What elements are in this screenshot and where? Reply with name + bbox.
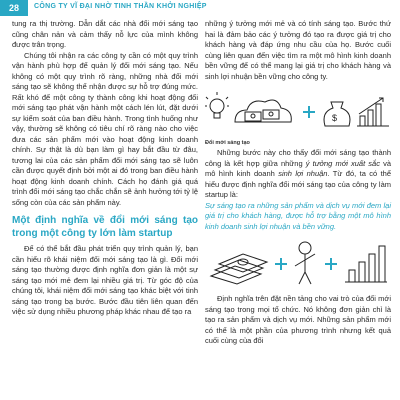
svg-text:$: $ (332, 113, 338, 123)
page-header (0, 0, 400, 19)
paragraph: tung ra thị trường. Dẫn dắt các nhà đổi mới sáng tạo cũng chân nản và cảm thấy nỗ lực của mình không được trân trọng. (12, 19, 198, 49)
lightbulb-icon (205, 92, 229, 118)
figure-illustration (205, 88, 391, 134)
text: Những bước này cho thấy đổi mới sáng tạo thành công là kết hợp giữa những (205, 148, 391, 168)
emphasis: bền vững (302, 221, 334, 231)
paragraph: Chúng tôi nhận ra các công ty cần có một quy trình vận hành phù hợp để quản lý đổi mới sáng tạo. Nếu không có một quy trình rõ ràng, những nhà đổi mới sáng tạo sẽ không thể nhận được sự hỗ trợ đúng mức. Rất khó để một công ty thành công khi hoạt động đổi mới sáng tạo phát vận hành một cách lén lút, đặt dưới sự kiểm soát của ban điều hành. Trong tình huống như vậy, thường sẽ không có tiêu chí rõ ràng nào cho việc đưa các sản phẩm mới vào hoạt động kinh doanh chính. Sự thật là dù bạn làm gì hay bắt đầu từ đâu, tương lai của các sản phẩm đổi mới sáng tạo sẽ luôn cần được quyết định bởi một ai đó trong ban điều hành hoạt động kinh doanh chính. Cách họ đánh giá quá trình đổi mới sáng tạo chắc chắn sẽ ảnh hưởng tới tỷ lệ sống còn của các sản phẩm này. (12, 50, 198, 207)
emphasis: sinh lợi nhuận (278, 169, 328, 178)
emphasis: ý tưởng mới xuất sắc (305, 158, 380, 168)
bar-chart-icon (357, 98, 389, 126)
text: . (334, 221, 337, 231)
paragraph (205, 148, 391, 201)
paragraph: những ý tưởng mới mẻ và có tính sáng tạo. Bước thứ hai là đảm bảo các ý tưởng đó tạo ra được giá trị cho khách hàng và đáp ứng nhu cầu của họ. Bước cuối cùng liên quan đến việc tìm ra một mô hình kinh doanh bền vững để có thể mang lại giá trị cho khách hàng và sinh lợi nhuận bền vững cho công ty. (205, 19, 391, 81)
paragraph: Để có thể bắt đầu phát triển quy trình quản lý, bạn cần hiểu rõ khái niệm đổi mới sáng tạo là gì. Đổi mới sáng tạo thường được định nghĩa đơn giản là một sự sáng tạo mới mẻ đem lại nhiều giá trị. Từ góc độ của chúng tôi, khái niệm đổi mới sáng tạo khác biệt với tinh sáng tạo trong bạ bước. Bước đầu tiên liên quan đến việc sử dụng nhiều phương pháp khác nhau để tạo ra (12, 244, 198, 316)
money-stack-icon (211, 254, 267, 284)
paragraph: Định nghĩa trên đặt nền tảng cho vai trò của đổi mới sáng tạo trong mọi tổ chức. Nó không đơn giản chỉ là tạo ra sản phẩm và dịch vụ mới. Những sản phẩm mới có thể là một phần của phương trình nhưng kết quả cuối cùng của đổi (205, 294, 391, 345)
figure-illustration (205, 236, 391, 288)
person-thumbs-up-icon (295, 242, 315, 284)
definition-callout (205, 201, 391, 233)
money-cloud-icon (235, 100, 291, 122)
innovation-figure (205, 88, 391, 144)
text: và (290, 221, 303, 231)
text: Sự sáng tạo ra những sản phẩm và dịch vụ mới đem lại giá trị cho khách hàng, được hỗ trợ bằng một mô hình kinh doanh (205, 200, 391, 231)
emphasis: sinh lợi nhuận (243, 221, 291, 231)
text: . Từ đó, ta có thể hiểu được định nghĩa đổi mới sáng tạo của công ty làm startup là: (205, 169, 391, 199)
figure-caption: Đổi mới sáng tạo (205, 139, 250, 146)
text: và mô hình kinh doanh (205, 158, 391, 178)
bar-chart-icon (345, 246, 387, 282)
left-column (12, 19, 198, 318)
right-column (205, 19, 391, 347)
running-title: CÔNG TY VĨ ĐẠI NHỜ TINH THẦN KHỞI NGHIỆP (34, 3, 207, 10)
plus-icon (325, 258, 337, 270)
plus-icon (275, 258, 287, 270)
dollar-bag-icon (324, 102, 350, 126)
startup-figure (205, 236, 391, 288)
section-heading: Một định nghĩa về đổi mới sáng tạo trong một công ty lớn làm startup (12, 215, 198, 239)
page-number: 28 (0, 0, 28, 16)
plus-icon (303, 106, 315, 118)
